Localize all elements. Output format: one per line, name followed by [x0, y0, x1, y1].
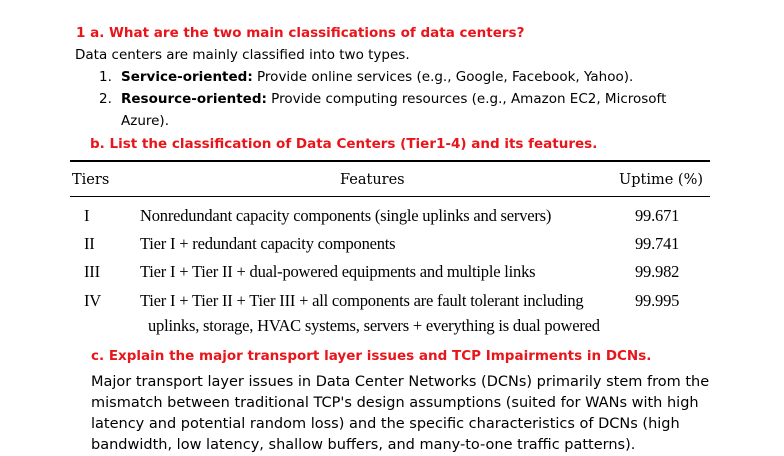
table-row-uptime: 99.671	[635, 206, 680, 225]
question-1b-heading: b. List the classification of Data Centers (Tier1-4) and its features.	[90, 136, 598, 152]
header-tiers: Tiers	[72, 172, 110, 188]
list-item-2	[99, 93, 666, 107]
intro-text: Data centers are mainly classified into two types.	[75, 47, 410, 63]
table-row-uptime: 99.982	[635, 262, 680, 281]
list-item-2-continuation: Azure).	[121, 113, 169, 129]
table-row-uptime: 99.741	[635, 234, 680, 253]
paragraph-line: latency and potential random loss) and the specific characteristics of DCNs (high	[91, 416, 680, 432]
list-item-text: Provide computing resources (e.g., Amazon EC2, Microsoft	[266, 91, 667, 107]
paragraph-line: Major transport layer issues in Data Center Networks (DCNs) primarily stem from the	[91, 374, 710, 390]
table-row-tier: IV	[84, 291, 102, 310]
table-row-features: Tier I + Tier II + dual-powered equipments and multiple links	[140, 262, 536, 281]
list-item-label: Service-oriented:	[121, 69, 253, 85]
question-1c-heading: c. Explain the major transport layer issues and TCP Impairments in DCNs.	[91, 348, 652, 364]
list-item-text: Provide online services (e.g., Google, Facebook, Yahoo).	[252, 69, 634, 85]
table-top-rule	[70, 160, 710, 162]
question-1a-heading: 1 a. What are the two main classifications of data centers?	[76, 25, 525, 41]
list-item-label: Resource-oriented:	[121, 91, 267, 107]
list-number: 1.	[99, 69, 112, 85]
tier-table	[70, 160, 710, 342]
header-uptime: Uptime (%)	[619, 172, 703, 188]
table-row-tier: I	[84, 206, 90, 225]
answer-paragraph	[91, 372, 731, 456]
table-row-features: Tier I + redundant capacity components	[140, 234, 396, 253]
table-row-uptime: 99.995	[635, 291, 680, 310]
table-header-rule	[70, 196, 710, 197]
table-row-features: Nonredundant capacity components (single uplinks and servers)	[140, 206, 552, 225]
table-row-features: Tier I + Tier II + Tier III + all components are fault tolerant including	[140, 291, 584, 310]
table-row-tier: III	[84, 262, 100, 281]
table-row-features-continuation: uplinks, storage, HVAC systems, servers + everything is dual powered	[148, 316, 600, 335]
list-number: 2.	[99, 91, 112, 107]
paragraph-line: mismatch between traditional TCP's design assumptions (suited for WANs with high	[91, 395, 699, 411]
header-features: Features	[340, 172, 405, 188]
paragraph-line: bandwidth, low latency, shallow buffers, and many-to-one traffic patterns).	[91, 437, 636, 453]
table-row-tier: II	[84, 234, 95, 253]
list-item-1	[99, 71, 633, 85]
